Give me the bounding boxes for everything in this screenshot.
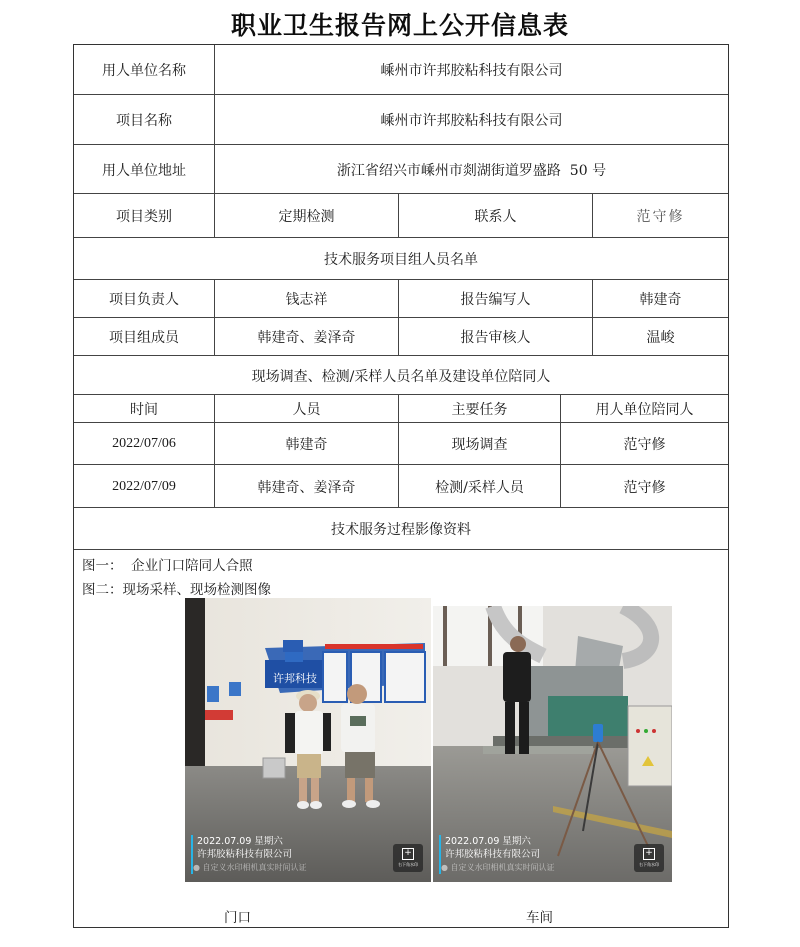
row2-escort: 范守修: [560, 465, 728, 508]
row2-personnel: 韩建奇、姜泽奇: [214, 465, 398, 508]
row-leader-writer: [74, 279, 728, 318]
leader-label: 项目负责人: [109, 292, 179, 308]
caption-figure-1: 图一： 企业门口陪同人合照: [82, 558, 253, 574]
row-media-title: [74, 507, 728, 550]
media-section-title: 技术服务过程影像资料: [331, 522, 471, 538]
onsite-header-row: [74, 394, 728, 423]
watermark-note: ● 自定义水印相机真实时间认证: [193, 863, 307, 872]
employer-address-label: 用人单位地址: [102, 162, 186, 179]
info-table: [73, 44, 729, 928]
table-row: [74, 422, 728, 465]
project-name-value: 嵊州市许邦胶粘科技有限公司: [214, 95, 728, 145]
photo-workshop-label: 车间: [526, 910, 553, 926]
project-type-label: 项目类别: [116, 209, 172, 225]
watermark-note: ● 自定义水印相机真实时间认证: [441, 863, 555, 872]
plus-icon: +: [643, 848, 655, 860]
leader-value: 钱志祥: [214, 280, 398, 318]
col-header-task: 主要任务: [398, 395, 560, 423]
writer-label: 报告编写人: [398, 280, 592, 318]
row-employer-address: [74, 144, 728, 194]
onsite-section-title: 现场调查、检测/采样人员名单及建设单位陪同人: [251, 368, 551, 385]
col-header-personnel: 人员: [214, 395, 398, 423]
team-section-title: 技术服务项目组人员名单: [324, 252, 478, 268]
row1-personnel: 韩建奇: [214, 423, 398, 465]
employer-address-value: 浙江省绍兴市嵊州市剡湖街道罗盛路 50 号: [214, 145, 728, 194]
reviewer-value: 温峻: [592, 318, 728, 356]
contact-value: 范守修: [592, 194, 728, 238]
row-project-name: [74, 94, 728, 145]
col-header-time: 时间: [130, 402, 158, 418]
row-project-type: [74, 193, 728, 238]
reviewer-label: 报告审核人: [398, 318, 592, 356]
row1-escort: 范守修: [560, 423, 728, 465]
members-label: 项目组成员: [109, 330, 179, 346]
watermark-date: 2022.07.09 星期六: [445, 836, 531, 847]
svg-text:许邦科技: 许邦科技: [273, 672, 317, 685]
photo-workshop: [433, 606, 672, 882]
row-onsite-title: [74, 355, 728, 395]
row2-task: 检测/采样人员: [398, 465, 560, 508]
row-employer-name: [74, 45, 728, 94]
photo-entrance-label: 门口: [224, 910, 251, 926]
col-header-escort: 用人单位陪同人: [560, 395, 728, 423]
caption-figure-2: 图二：现场采样、现场检测图像: [82, 582, 271, 598]
members-value: 韩建奇、姜泽奇: [214, 318, 398, 356]
watermark-button: + 右下角水印: [393, 844, 423, 872]
row-team-title: [74, 237, 728, 280]
watermark-button: + 右下角水印: [634, 844, 664, 872]
watermark-company: 许邦胶粘科技有限公司: [197, 849, 293, 860]
photo-workshop-watermark: [439, 835, 555, 874]
watermark-date: 2022.07.09 星期六: [197, 836, 283, 847]
table-row: [74, 464, 728, 508]
watermark-company: 许邦胶粘科技有限公司: [445, 849, 541, 860]
project-name-label: 项目名称: [116, 113, 172, 129]
row1-time: 2022/07/06: [112, 436, 176, 451]
shield-icon: ●: [441, 863, 448, 872]
row1-task: 现场调查: [398, 423, 560, 465]
page-title: 职业卫生报告网上公开信息表: [230, 11, 569, 40]
photo-entrance: [185, 598, 431, 882]
shield-icon: ●: [193, 863, 200, 872]
employer-name-value: 嵊州市许邦胶粘科技有限公司: [214, 45, 728, 94]
project-type-value: 定期检测: [214, 194, 398, 238]
row-members-reviewer: [74, 317, 728, 356]
employer-name-label: 用人单位名称: [102, 62, 186, 79]
contact-label: 联系人: [398, 194, 592, 238]
media-area: [74, 549, 728, 927]
plus-icon: +: [402, 848, 414, 860]
photo-entrance-watermark: [191, 835, 307, 874]
writer-value: 韩建奇: [592, 280, 728, 318]
row2-time: 2022/07/09: [112, 478, 176, 494]
